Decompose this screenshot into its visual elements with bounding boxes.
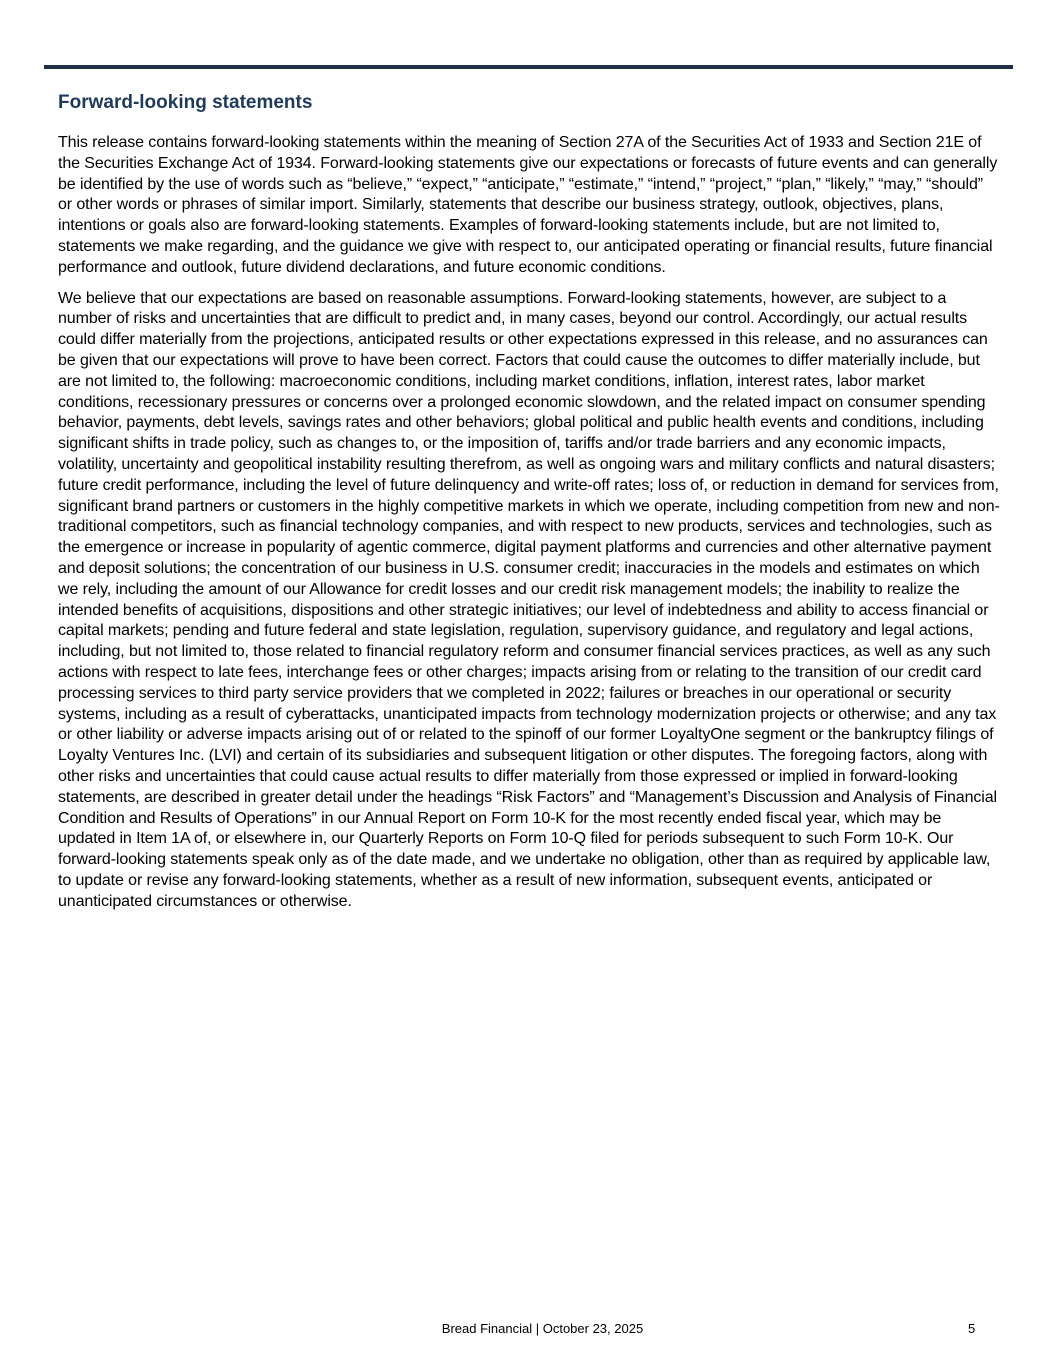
paragraph-risk-factors: We believe that our expectations are based on reasonable assumptions. Forward-looking statements, however, are subject to a number of risks and uncertainties that are difficult to predict and, in many cases, beyond our control. Accordingly, our actual results could differ materially from the projections, anticipated results or other expectations expressed in this release, and no assurances can be given that our expectations will prove to have been correct. Factors that could cause the outcomes to differ materially include, but are not limited to, the following: macroeconomic conditions, including market conditions, inflation, interest rates, labor market conditions, recessionary pressures or concerns over a prolonged economic slowdown, and the related impact on consumer spending behavior, payments, debt levels, savings rates and other behaviors; global political and public health events and conditions, including significant shifts in trade policy, such as changes to, or the imposition of, tariffs and/or trade barriers and any economic impacts, volatility, uncertainty and geopolitical instability resulting therefrom, as well as ongoing wars and military conflicts and natural disasters; future credit performance, including the level of future delinquency and write-off rates; loss of, or reduction in demand for services from, significant brand partners or customers in the highly competitive markets in which we operate, including competition from new and non-traditional competitors, such as financial technology companies, and with respect to new products, services and technologies, such as the emergence or increase in popularity of agentic commerce, digital payment platforms and currencies and other alternative payment and deposit solutions; the concentration of our business in U.S. consumer credit; inaccuracies in the models and estimates on which we rely, including the amount of our Allowance for credit losses and our credit risk management models; the inability to realize the intended benefits of acquisitions, dispositions and other strategic initiatives; our level of indebtedness and ability to access financial or capital markets; pending and future federal and state legislation, regulation, supervisory guidance, and regulatory and legal actions, including, but not limited to, those related to financial regulatory reform and consumer financial services practices, as well as any such actions with respect to late fees, interchange fees or other charges; impacts arising from or relating to the transition of our credit card processing services to third party service providers that we completed in 2022; failures or breaches in our operational or security systems, including as a result of cyberattacks, unanticipated impacts from technology modernization projects or otherwise; and any tax or other liability or adverse impacts arising out of or related to the spinoff of our former LoyaltyOne segment or the bankruptcy filings of Loyalty Ventures Inc. (LVI) and certain of its subsidiaries and subsequent litigation or other disputes. The foregoing factors, along with other risks and uncertainties that could cause actual results to differ materially from those expressed or implied in forward-looking statements, are described in greater detail under the headings “Risk Factors” and “Management’s Discussion and Analysis of Financial Condition and Results of Operations” in our Annual Report on Form 10-K for the most recently ended fiscal year, which may be updated in Item 1A of, or elsewhere in, our Quarterly Reports on Form 10-Q filed for periods subsequent to such Form 10-K. Our forward-looking statements speak only as of the date made, and we undertake no obligation, other than as required by applicable law, to update or revise any forward-looking statements, whether as a result of new information, subsequent events, anticipated or unanticipated circumstances or otherwise. [58,289,1000,910]
section-title: Forward-looking statements [58,92,313,113]
forward-looking-section [58,90,1000,922]
header-rule [44,65,1013,69]
footer-text: Bread Financial | October 23, 2025 [441,1321,644,1336]
page-footer [0,1321,1055,1339]
paragraph-intro: This release contains forward-looking statements within the meaning of Section 27A of the Securities Act of 1933 and Section 21E of the Securities Exchange Act of 1934. Forward-looking statements give our expectations or forecasts of future events and can generally be identified by the use of words such as “believe,” “expect,” “anticipate,” “estimate,” “intend,” “project,” “plan,” “likely,” “may,” “should” or other words or phrases of similar import. Similarly, statements that describe our business strategy, outlook, objectives, plans, intentions or goals also are forward-looking statements. Examples of forward-looking statements include, but are not limited to, statements we make regarding, and the guidance we give with respect to, our anticipated operating or financial results, future financial performance and outlook, future dividend declarations, and future economic conditions. [58,134,998,276]
page-number: 5 [968,1321,976,1336]
